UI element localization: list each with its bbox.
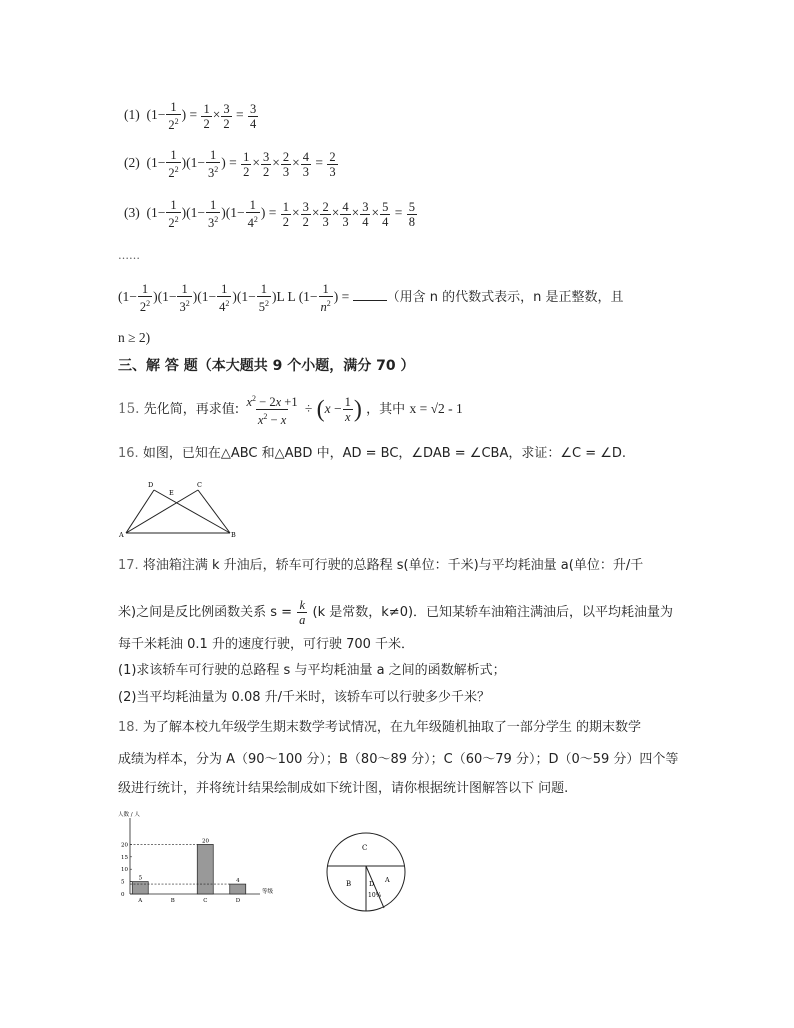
y-tick-label: 10	[121, 867, 128, 874]
question-17-line2: 米)之间是反比例函数关系 s = $\frac{k}{a}$ (k 是常数，k≠0)．已知某轿车油箱注满油后，以平均耗油量为	[118, 598, 674, 627]
equation-1: (1) (1− $\frac{1}{2^2}$ ) = $\frac{1}{2}$ × $\frac{3}{2}$ = $\frac{3}{4}$	[124, 100, 257, 133]
pie-label-C: C	[362, 844, 368, 852]
triangle-figure	[118, 478, 238, 540]
condition-text: n ≥ 2)	[118, 330, 151, 345]
general-expression: (1− $\frac{1}{2^2}$ )(1− $\frac{1}{3^2}$ )(1− $\frac{1}{4^2}$ )(1− $\frac{1}{5^2}$ )L L (1− $\frac{1}{n^2}$ ) = （用含 n 的代数式表示，n 是正整数，且	[118, 282, 624, 315]
question-17-line3: 每千米耗油 0.1 升的速度行驶，可行驶 700 千米．	[118, 637, 415, 652]
label-B: B	[231, 531, 236, 539]
section-title: 三、解 答 题（本大题共 9 个小题，满分 70 ）	[118, 358, 415, 374]
eq-index: (1)	[124, 107, 140, 123]
eq-index: (2)	[124, 155, 140, 171]
answer-blank[interactable]	[353, 288, 387, 301]
question-17-part2: (2)当平均耗油量为 0.08 升/千米时，该轿车可以行驶多少千米？	[118, 690, 491, 705]
question-16: 16. 如图，已知在△ABC 和△ABD 中，AD = BC，∠DAB = ∠CBA，求证：∠C = ∠D.	[118, 446, 627, 461]
label-C: C	[197, 481, 202, 489]
pie-chart	[322, 830, 410, 914]
x-tick-label: C	[203, 898, 208, 904]
question-18-line1: 18. 为了解本校九年级学生期末数学考试情况，在九年级随机抽取了一部分学生 的期末数学	[118, 720, 641, 735]
label-A: A	[119, 531, 124, 539]
label-D: D	[148, 481, 154, 489]
x-tick-label: B	[170, 898, 175, 904]
eq-index: (3)	[124, 205, 140, 221]
bar-data-label: 5	[138, 875, 143, 882]
x-tick-label: D	[235, 898, 241, 904]
y-tick-label: 20	[121, 842, 128, 849]
bar-data-label: 4	[236, 878, 240, 885]
y-tick-label: 0	[121, 892, 125, 898]
equation-3: (3) (1− $\frac{1}{2^2}$ )(1− $\frac{1}{3^2}$ )(1− $\frac{1}{4^2}$ ) = $\frac{1}{2}$ × $\frac{3}{2}$ × $\frac{2}{3}$ × $\frac{4}{3}$ × $\frac{3}{4}$ × $\frac{5}{4}$ = $\frac{5}{8}$	[124, 198, 415, 231]
pie-label-A: A	[385, 876, 390, 884]
y-tick-label: 5	[121, 879, 125, 886]
pie-label-B: B	[346, 880, 352, 888]
bar-data-label: 20	[202, 838, 210, 845]
bar-A	[132, 882, 148, 894]
pie-annotation: 10%	[368, 892, 382, 899]
pie-label-D: D	[369, 880, 375, 888]
bar-C	[197, 844, 213, 894]
bar-D	[230, 884, 246, 894]
bar-chart	[116, 810, 284, 906]
label-E: E	[169, 489, 174, 497]
question-15: 15. 先化简，再求值: $\frac{x^2 - 2x +1}{x^2 - x}$ ÷ (x − $\frac{1}{x}$ ) ，其中 x = √2 - 1	[118, 394, 463, 428]
question-17-part1: (1)求该轿车可行驶的总路程 s 与平均耗油量 a 之间的函数解析式；	[118, 663, 506, 678]
equation-2: (2) (1− $\frac{1}{2^2}$ )(1− $\frac{1}{3^2}$ ) = $\frac{1}{2}$ × $\frac{3}{2}$ × $\frac{2}{3}$ × $\frac{4}{3}$ = $\frac{2}{3}$	[124, 148, 336, 181]
y-tick-label: 15	[121, 854, 128, 861]
question-18-line3: 级进行统计，并将统计结果绘制成如下统计图，请你根据统计图解答以下 问题.	[118, 781, 569, 796]
question-17-line1: 17. 将油箱注满 k 升油后，轿车可行驶的总路程 s(单位：千米)与平均耗油量 a(单位：升/千	[118, 558, 644, 573]
y-axis-label: 人数 / 人	[118, 812, 140, 818]
x-tick-label: A	[138, 898, 143, 904]
x-axis-label: 等级	[262, 889, 274, 895]
ellipsis: ……	[118, 249, 140, 262]
question-18-line2: 成绩为样本，分为 A（90～100 分）；B（80～89 分）；C（60～79 分）；D（0～59 分）四个等	[118, 752, 679, 767]
